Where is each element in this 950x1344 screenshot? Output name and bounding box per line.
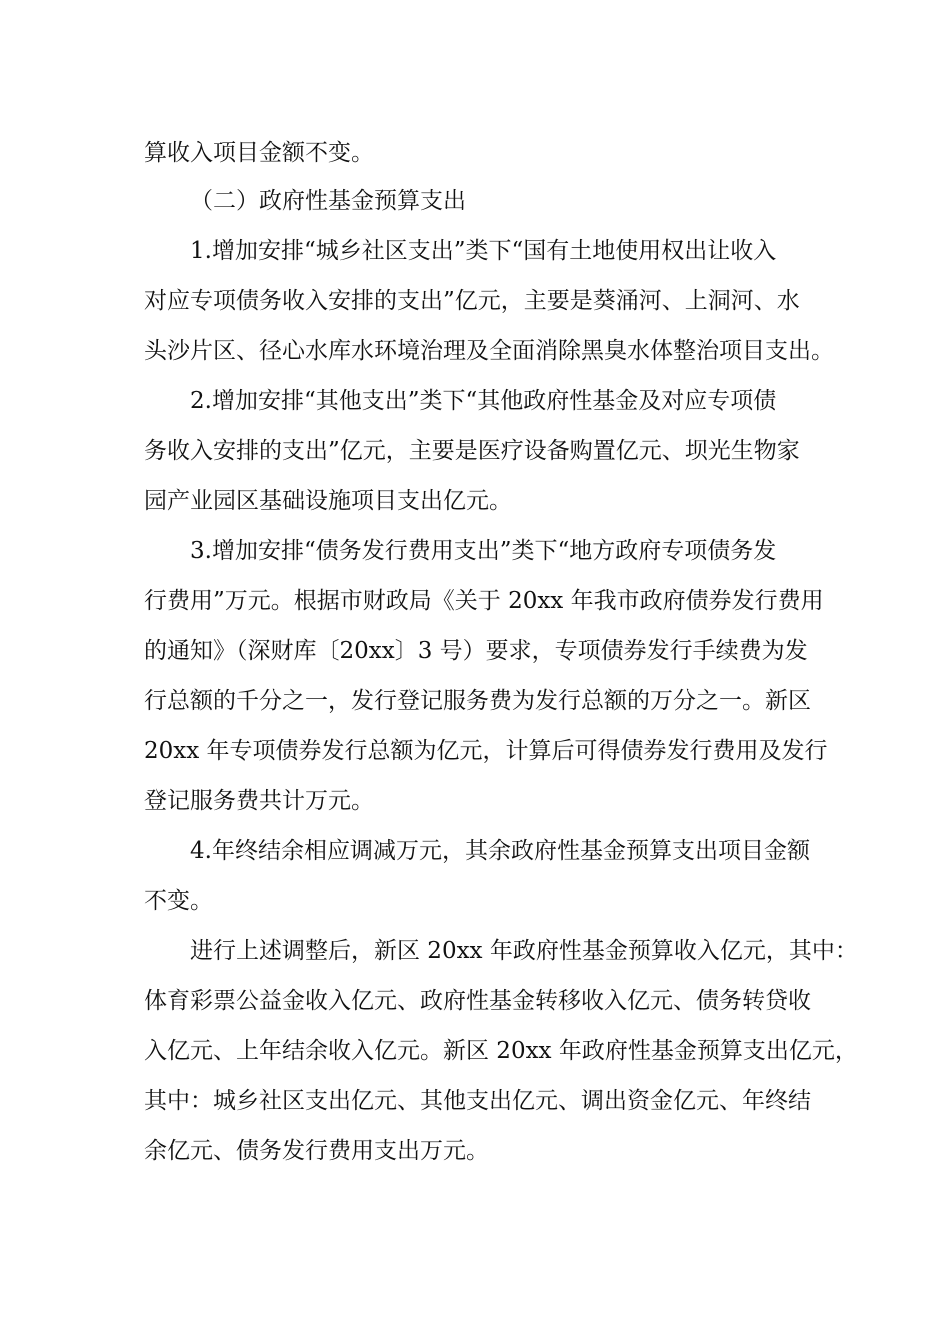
- text-line: 园产业园区基础设施项目支出亿元。: [144, 488, 512, 514]
- text-line: 进行上述调整后，新区 20xx 年政府性基金预算收入亿元，其中：: [190, 938, 858, 964]
- text-line: 体育彩票公益金收入亿元、政府性基金转移收入亿元、债务转贷收: [144, 988, 811, 1014]
- text-line: 务收入安排的支出”亿元，主要是医疗设备购置亿元、坝光生物家: [144, 438, 800, 464]
- text-line: 3.增加安排“债务发行费用支出”类下“地方政府专项债务发: [190, 538, 777, 564]
- section-heading: （二）政府性基金预算支出: [190, 188, 466, 214]
- text-line: 余亿元、债务发行费用支出万元。: [144, 1138, 489, 1164]
- text-line: 登记服务费共计万元。: [144, 788, 374, 814]
- text-line: 算收入项目金额不变。: [144, 140, 374, 166]
- text-line: 1.增加安排“城乡社区支出”类下“国有土地使用权出让收入: [190, 238, 777, 264]
- text-line: 4.年终结余相应调减万元，其余政府性基金预算支出项目金额: [190, 838, 810, 864]
- text-line: 头沙片区、径心水库水环境治理及全面消除黑臭水体整治项目支出。: [144, 338, 834, 364]
- text-line: 行总额的千分之一，发行登记服务费为发行总额的万分之一。新区: [144, 688, 811, 714]
- text-line: 对应专项债务收入安排的支出”亿元，主要是葵涌河、上洞河、水: [144, 288, 800, 314]
- text-line: 不变。: [144, 888, 213, 914]
- text-line: 其中：城乡社区支出亿元、其他支出亿元、调出资金亿元、年终结: [144, 1088, 811, 1114]
- text-line: 20xx 年专项债券发行总额为亿元，计算后可得债券发行费用及发行: [144, 738, 828, 764]
- text-line: 入亿元、上年结余收入亿元。新区 20xx 年政府性基金预算支出亿元，: [144, 1038, 858, 1064]
- text-line: 2.增加安排“其他支出”类下“其他政府性基金及对应专项债: [190, 388, 777, 414]
- text-line: 的通知》（深财库〔20xx〕3 号）要求，专项债券发行手续费为发: [144, 638, 808, 664]
- text-line: 行费用”万元。根据市财政局《关于 20xx 年我市政府债券发行费用: [144, 588, 824, 614]
